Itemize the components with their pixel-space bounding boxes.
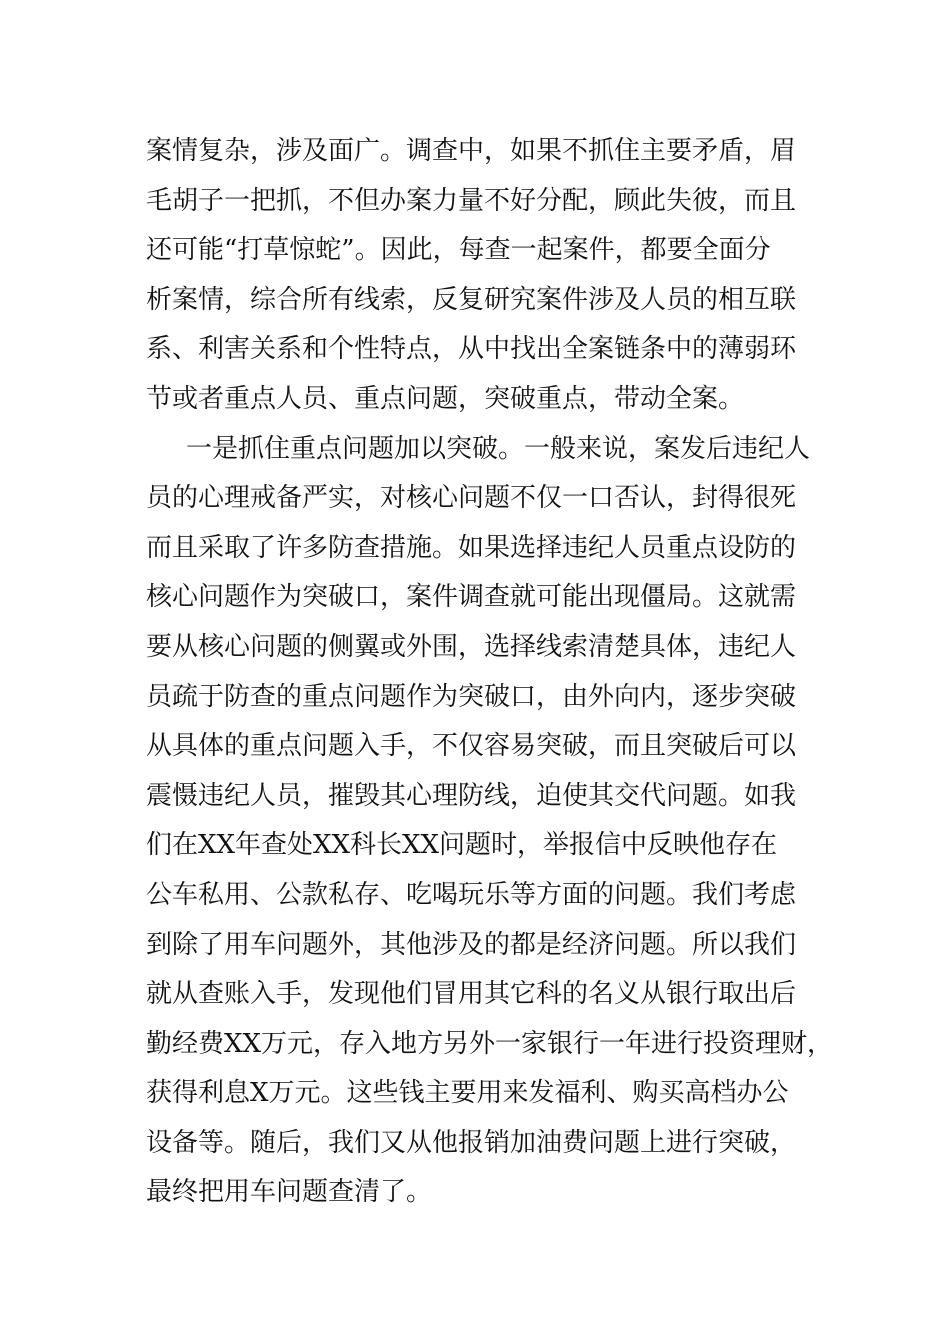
text-line: 震慑违纪人员，摧毁其心理防线，迫使其交代问题。如我 [146,780,797,811]
paragraph-intro [146,127,826,425]
text-line: 们在XX年查处XX科长XX问题时，举报信中反映他存在 [146,830,778,861]
text-line-indented: 一是抓住重点问题加以突破。一般来说，案发后违纪人 [186,433,811,464]
text-line: 要从核心问题的侧翼或外围，选择线索清楚具体，违纪人 [146,631,797,662]
text-line: 从具体的重点问题入手，不仅容易突破，而且突破后可以 [146,731,797,762]
text-line: 获得利息X万元。这些钱主要用来发福利、购买高档办公 [146,1078,789,1109]
text-line: 还可能“打草惊蛇”。因此，每查一起案件，都要全面分 [146,235,771,266]
text-line: 系、利害关系和个性特点，从中找出全案链条中的薄弱环 [146,334,797,365]
text-line: 析案情，综合所有线索，反复研究案件涉及人员的相互联 [146,284,797,315]
text-line: 员的心理戒备严实，对核心问题不仅一口否认，封得很死 [146,483,797,514]
text-line: 而且采取了许多防查措施。如果选择违纪人员重点设防的 [146,532,797,563]
text-line: 毛胡子一把抓，不但办案力量不好分配，顾此失彼，而且 [146,185,797,216]
text-line: 节或者重点人员、重点问题，突破重点，带动全案。 [146,383,745,414]
text-line: 核心问题作为突破口，案件调查就可能出现僵局。这就需 [146,582,797,613]
text-line: 员疏于防查的重点问题作为突破口，由外向内，逐步突破 [146,681,797,712]
text-line: 案情复杂，涉及面广。调查中，如果不抓住主要矛盾，眉 [146,136,797,166]
text-line: 勤经费XX万元，存入地方另外一家银行一年进行投资理财， [146,1028,834,1059]
text-line: 最终把用车问题查清了。 [146,1177,433,1208]
paragraph-key-issues [146,425,834,1219]
document-body [146,127,834,1218]
text-line: 公车私用、公款私存、吃喝玩乐等方面的问题。我们考虑 [146,879,797,910]
text-line: 就从查账入手，发现他们冒用其它科的名义从银行取出后 [146,979,797,1010]
text-line: 设备等。随后，我们又从他报销加油费问题上进行突破， [146,1127,797,1158]
text-line: 到除了用车问题外，其他涉及的都是经济问题。所以我们 [146,929,797,960]
